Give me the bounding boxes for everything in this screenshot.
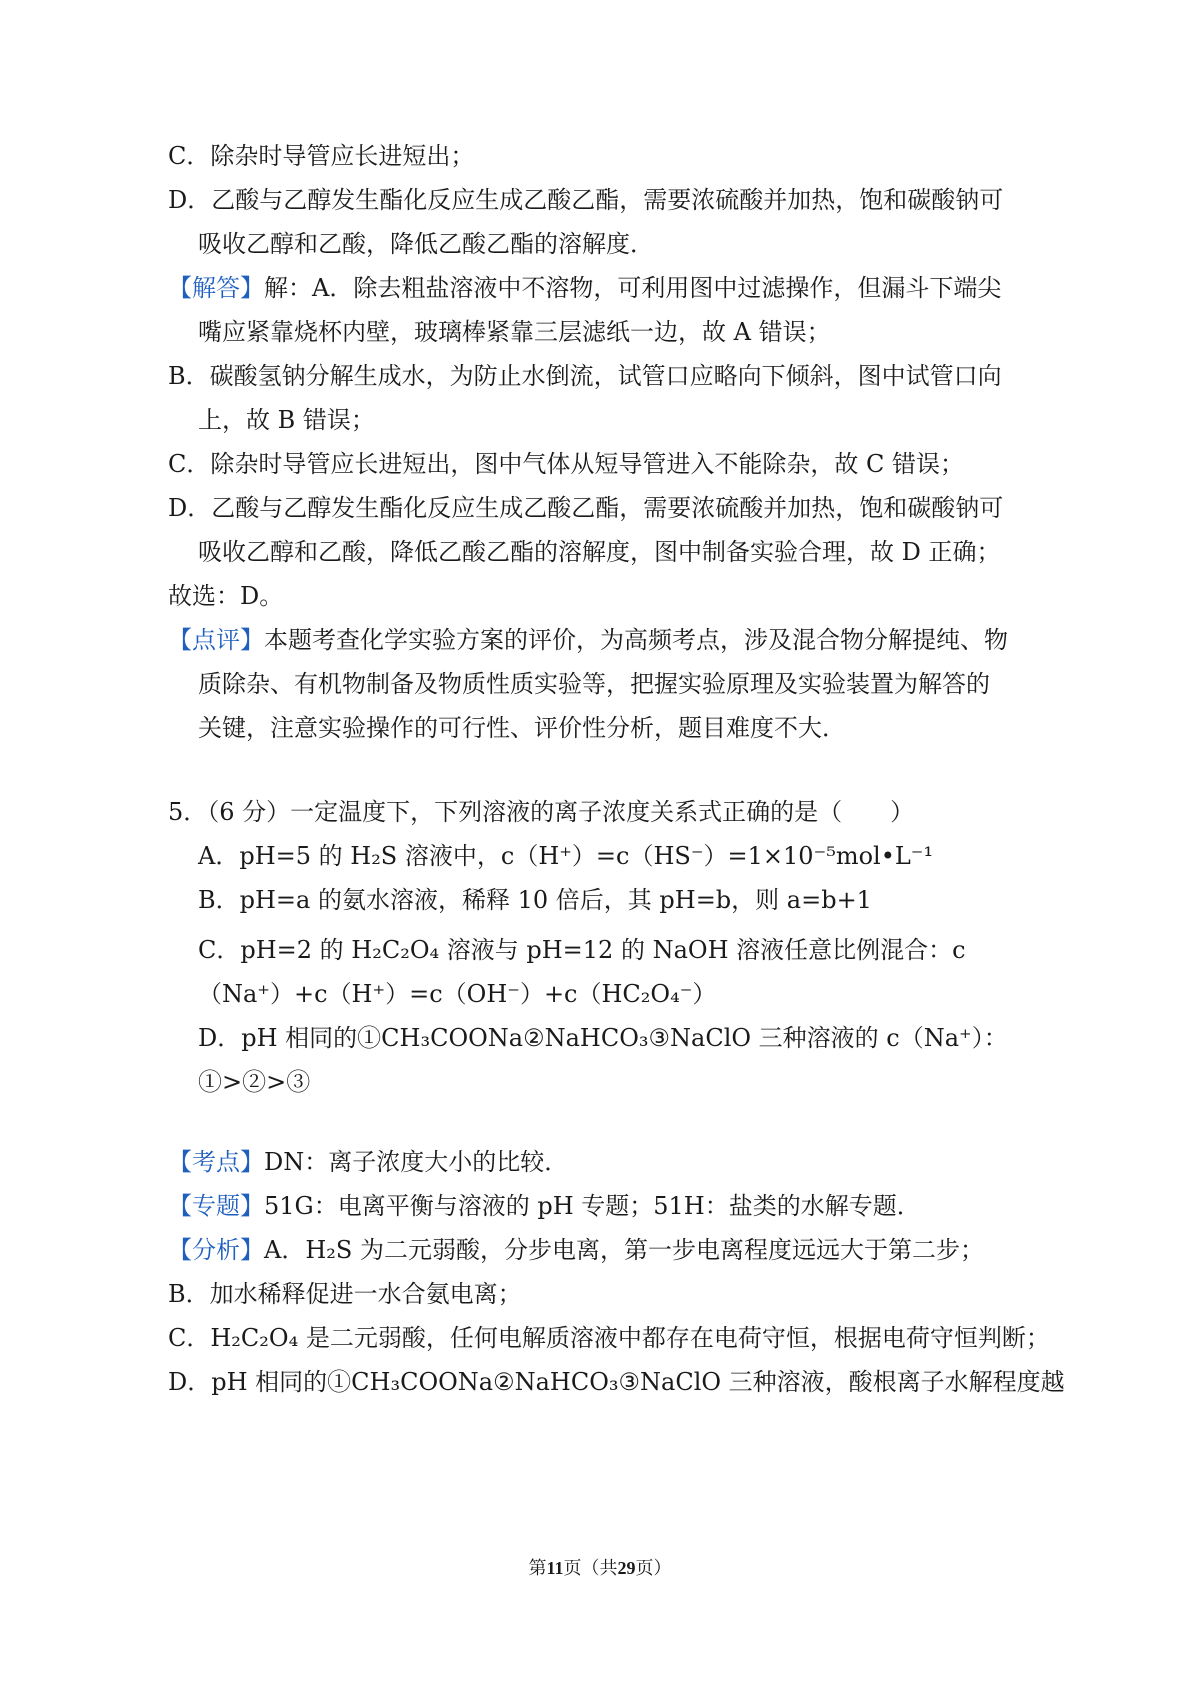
topic	[168, 1190, 921, 1222]
knowledge-tag: 【考点】	[168, 1148, 264, 1176]
question-stem: 5．（6 分）一定温度下，下列溶液的离子浓度关系式正确的是（ ）	[168, 798, 915, 826]
text-line: 上，故 B 错误；	[198, 406, 375, 434]
text-line: B．碳酸氢钠分解生成水，为防止水倒流，试管口应略向下倾斜，图中试管口向	[168, 362, 1002, 390]
comment-text: 本题考查化学实验方案的评价，为高频考点，涉及混合物分解提纯、物	[264, 626, 1008, 654]
knowledge-point	[168, 1146, 568, 1178]
text-line: D．乙酸与乙醇发生酯化反应生成乙酸乙酯，需要浓硫酸并加热，饱和碳酸钠可	[168, 494, 1004, 522]
text-line: 吸收乙醇和乙酸，降低乙酸乙酯的溶解度．	[198, 230, 654, 258]
text-line: B．加水稀释促进一水合氨电离；	[168, 1280, 522, 1308]
answer-paragraph	[168, 272, 1001, 304]
text-line: C．除杂时导管应长进短出；	[168, 142, 475, 170]
text-line: 质除杂、有机物制备及物质性质实验等，把握实验原理及实验装置为解答的	[198, 670, 990, 698]
text-line: 故选：D。	[168, 582, 284, 610]
option-a: A．pH=5 的 H₂S 溶液中，c（H⁺）=c（HS⁻）=1×10⁻⁵mol•L⁻¹	[198, 842, 934, 870]
analysis	[168, 1234, 984, 1266]
option-b: B．pH=a 的氨水溶液，稀释 10 倍后，其 pH=b，则 a=b+1	[198, 886, 872, 914]
analysis-tag: 【分析】	[168, 1236, 264, 1264]
knowledge-text: DN：离子浓度大小的比较．	[264, 1148, 569, 1176]
page-footer	[0, 1556, 1200, 1581]
footer-suffix: 页）	[635, 1558, 672, 1579]
analysis-text: A．H₂S 为二元弱酸，分步电离，第一步电离程度远远大于第二步；	[264, 1236, 984, 1264]
answer-text: 解：A．除去粗盐溶液中不溶物，可利用图中过滤操作，但漏斗下端尖	[264, 274, 1002, 302]
footer-middle: 页（共	[563, 1558, 618, 1579]
topic-tag: 【专题】	[168, 1192, 264, 1220]
comment-paragraph	[168, 624, 1008, 656]
topic-text: 51G：电离平衡与溶液的 pH 专题；51H：盐类的水解专题．	[264, 1192, 921, 1220]
option-d: D．pH 相同的①CH₃COONa②NaHCO₃③NaClO 三种溶液的 c（Na⁺）：①>②>③	[198, 1024, 1008, 1096]
text-line: 吸收乙醇和乙酸，降低乙酸乙酯的溶解度，图中制备实验合理，故 D 正确；	[198, 538, 1001, 566]
text-line: 关键，注意实验操作的可行性、评价性分析，题目难度不大．	[198, 714, 846, 742]
answer-tag: 【解答】	[168, 274, 264, 302]
page-number: 11	[546, 1558, 564, 1578]
text-line: C．H₂C₂O₄ 是二元弱酸，任何电解质溶液中都存在电荷守恒，根据电荷守恒判断；	[168, 1324, 1050, 1352]
footer-prefix: 第	[528, 1558, 547, 1579]
option-c: C．pH=2 的 H₂C₂O₄ 溶液与 pH=12 的 NaOH 溶液任意比例混合：c（Na⁺）+c（H⁺）=c（OH⁻）+c（HC₂O₄⁻）	[198, 936, 966, 1008]
total-pages: 29	[617, 1558, 636, 1578]
text-line: C．除杂时导管应长进短出，图中气体从短导管进入不能除杂，故 C 错误；	[168, 450, 964, 478]
comment-tag: 【点评】	[168, 626, 264, 654]
text-line: D．乙酸与乙醇发生酯化反应生成乙酸乙酯，需要浓硫酸并加热，饱和碳酸钠可	[168, 186, 1004, 214]
text-line: D．pH 相同的①CH₃COONa②NaHCO₃③NaClO 三种溶液，酸根离子水解程度越	[168, 1368, 1065, 1396]
text-line: 嘴应紧靠烧杯内壁，玻璃棒紧靠三层滤纸一边，故 A 错误；	[198, 318, 831, 346]
